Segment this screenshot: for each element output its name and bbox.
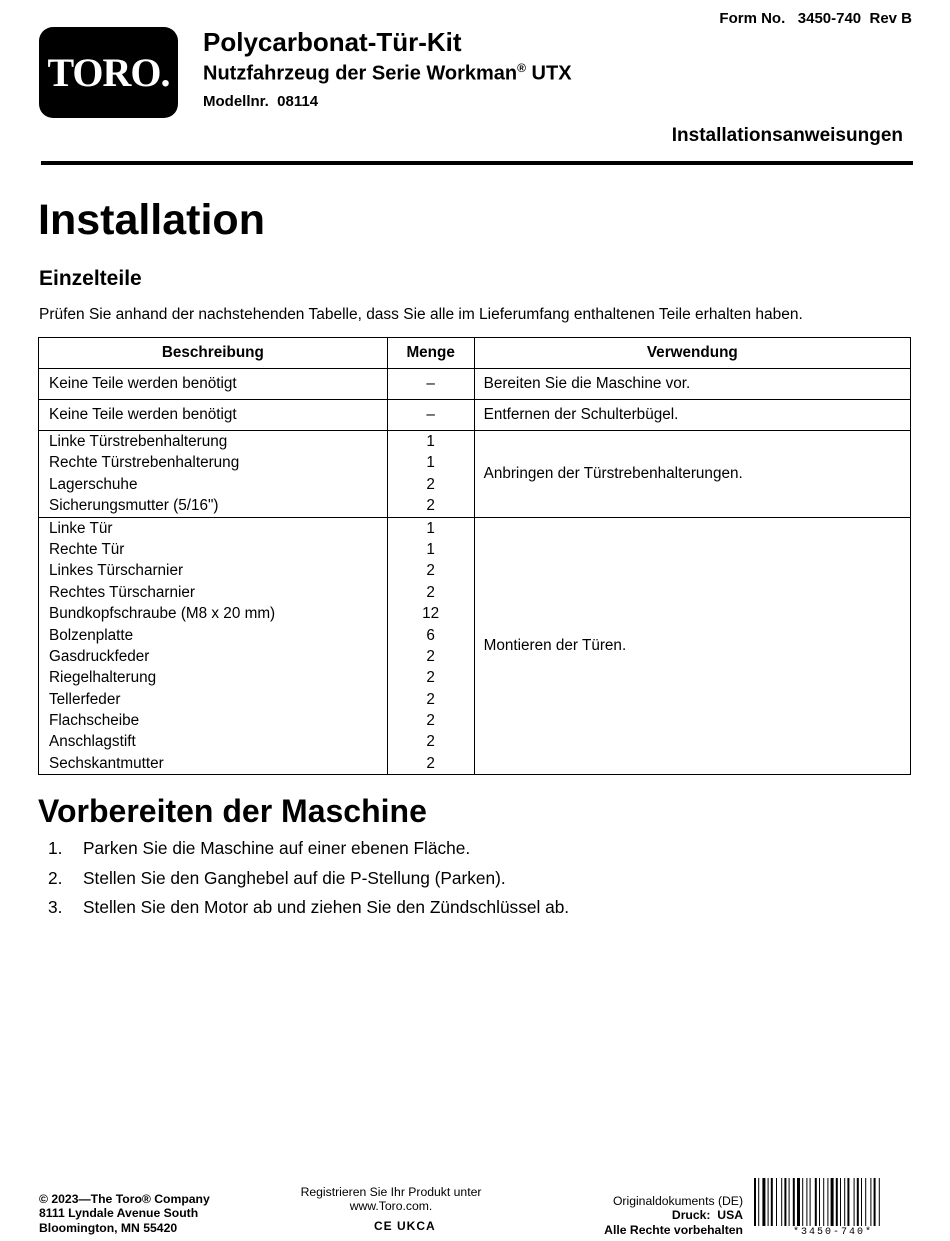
part-description: Rechte Türstrebenhalterung (49, 454, 240, 472)
barcode-bar (836, 1178, 838, 1226)
part-quantity: 2 (426, 562, 435, 580)
header-usage: Verwendung (474, 338, 910, 369)
quantity-cell (387, 431, 474, 518)
step-number: 1. (48, 838, 63, 858)
part-quantity: 1 (426, 519, 435, 537)
barcode-bar (781, 1178, 782, 1226)
part-description: Rechtes Türscharnier (49, 583, 195, 601)
part-description: Keine Teile werden benötigt (49, 406, 237, 424)
part-description: Anschlagstift (49, 733, 136, 751)
part-description: Linke Tür (49, 519, 113, 537)
list-item (48, 836, 569, 866)
part-description: Sechskantmutter (49, 754, 164, 772)
step-number: 3. (48, 897, 63, 917)
list-item (48, 866, 569, 896)
quantity-cell (387, 369, 474, 400)
toro-logo (39, 27, 178, 118)
barcode-bar (823, 1178, 824, 1226)
barcode-bar (827, 1178, 828, 1226)
table-row (39, 369, 911, 400)
part-description: Lagerschuhe (49, 475, 138, 493)
table-row (39, 431, 911, 518)
description-cell (39, 369, 388, 400)
address-line: 8111 Lyndale Avenue South (39, 1206, 199, 1221)
part-description: Riegelhalterung (49, 669, 157, 687)
steps-list (48, 836, 569, 925)
original-document-note (604, 1194, 743, 1237)
part-quantity: 2 (426, 712, 435, 730)
barcode-bar (776, 1178, 777, 1226)
part-description: Gasdruckfeder (49, 647, 150, 665)
barcode-bar (762, 1178, 765, 1226)
model-number: Modellnr. 08114 (203, 93, 319, 110)
city-line: Bloomington, MN 55420 (39, 1220, 178, 1235)
registered-mark: ® (517, 61, 526, 75)
parts-table (38, 337, 911, 775)
barcode (754, 1178, 912, 1226)
part-quantity: 2 (426, 690, 435, 708)
barcode-bar (810, 1178, 811, 1226)
part-description: Sicherungsmutter (5/16") (49, 497, 219, 515)
barcode-bar (831, 1178, 834, 1226)
barcode-bar (857, 1178, 859, 1226)
document-type: Installationsanweisungen (671, 125, 903, 146)
register-line: Registrieren Sie Ihr Produkt unter (300, 1185, 482, 1199)
part-quantity: 2 (426, 475, 435, 493)
usage-cell: Entfernen der Schulterbügel. (474, 400, 910, 431)
header-quantity: Menge (387, 338, 474, 369)
part-description: Linke Türstrebenhalterung (49, 433, 228, 450)
part-quantity: 2 (426, 754, 435, 772)
parts-intro: Prüfen Sie anhand der nachstehenden Tabelle, dass Sie alle im Lieferumfang enthaltenen Teile erhalten haben. (39, 306, 803, 323)
part-description: Flachscheibe (49, 712, 140, 730)
part-quantity: 2 (426, 669, 435, 687)
original-line: Originaldokuments (DE) (612, 1194, 743, 1208)
copyright-block (39, 1192, 210, 1235)
part-quantity: – (426, 375, 435, 393)
installation-heading: Installation (38, 196, 265, 244)
barcode-bar (768, 1178, 769, 1226)
part-description: Linkes Türscharnier (49, 562, 184, 580)
usage-cell: Bereiten Sie die Maschine vor. (474, 369, 910, 400)
prepare-heading: Vorbereiten der Maschine (38, 793, 427, 829)
part-quantity: 2 (426, 583, 435, 601)
part-description: Tellerfeder (49, 690, 121, 708)
table-header-row (39, 338, 911, 369)
barcode-bar (797, 1178, 800, 1226)
logo-text: TORO. (47, 50, 170, 95)
subtitle-text: Nutzfahrzeug der Serie Workman (203, 62, 518, 85)
part-quantity: 2 (426, 497, 435, 515)
barcode-bar (784, 1178, 786, 1226)
part-quantity: 2 (426, 647, 435, 665)
barcode-bar (793, 1178, 795, 1226)
barcode-bar (861, 1178, 862, 1226)
barcode-bar (758, 1178, 759, 1226)
quantity-cell (387, 400, 474, 431)
document-subtitle (203, 61, 572, 86)
rights-line: Alle Rechte vorbehalten (604, 1222, 743, 1237)
barcode-bar (874, 1178, 876, 1226)
barcode-bar (815, 1178, 817, 1226)
barcode-bar (789, 1178, 790, 1226)
part-description: Bolzenplatte (49, 626, 134, 644)
step-text: Stellen Sie den Motor ab und ziehen Sie den Zündschlüssel ab. (83, 897, 570, 917)
part-description: Keine Teile werden benötigt (49, 375, 237, 393)
step-text: Stellen Sie den Ganghebel auf die P-Stellung (Parken). (83, 867, 506, 888)
document-title: Polycarbonat-Tür-Kit (203, 27, 462, 57)
table-row (39, 517, 911, 775)
parts-table-body (39, 369, 911, 775)
quantity-cell (387, 517, 474, 775)
barcode-bar (844, 1178, 845, 1226)
part-quantity: 2 (426, 733, 435, 751)
description-cell (39, 431, 388, 518)
barcode-bar (854, 1178, 855, 1226)
part-quantity: 6 (426, 626, 435, 644)
barcode-bar (865, 1178, 866, 1226)
ce-ukca-marks: CE UKCA (374, 1219, 436, 1233)
usage-cell: Montieren der Türen. (474, 517, 910, 775)
part-quantity: – (426, 406, 435, 424)
part-quantity: 12 (422, 605, 440, 623)
barcode-bar (879, 1178, 880, 1226)
part-description: Rechte Tür (49, 540, 125, 558)
step-text: Parken Sie die Maschine auf einer ebenen Fläche. (83, 838, 471, 858)
barcode-text: *3450-740* (792, 1227, 873, 1238)
part-quantity: 1 (426, 454, 435, 472)
header-description: Beschreibung (39, 338, 388, 369)
register-url: www.Toro.com. (349, 1199, 433, 1214)
barcode-bar (802, 1178, 803, 1226)
print-line: Druck: USA (671, 1208, 743, 1223)
barcode-bar (754, 1178, 756, 1226)
barcode-bar (870, 1178, 871, 1226)
header-divider (41, 161, 913, 165)
barcode-bar (771, 1178, 773, 1226)
copyright-line: © 2023—The Toro® Company (39, 1192, 210, 1206)
form-number: Form No. 3450-740 Rev B (719, 10, 912, 27)
barcode-bar (840, 1178, 841, 1226)
subtitle-suffix: UTX (525, 62, 572, 85)
usage-cell: Anbringen der Türstrebenhalterungen. (474, 431, 910, 518)
list-item (48, 895, 569, 925)
barcode-bar (819, 1178, 820, 1226)
barcode-bar (847, 1178, 849, 1226)
parts-heading: Einzelteile (39, 267, 142, 290)
register-note (280, 1185, 502, 1214)
description-cell (39, 400, 388, 431)
part-quantity: 1 (426, 433, 435, 450)
table-row (39, 400, 911, 431)
part-description: Bundkopfschraube (M8 x 20 mm) (49, 605, 276, 623)
barcode-bar (806, 1178, 807, 1226)
step-number: 2. (48, 867, 63, 888)
description-cell (39, 517, 388, 775)
part-quantity: 1 (426, 540, 435, 558)
